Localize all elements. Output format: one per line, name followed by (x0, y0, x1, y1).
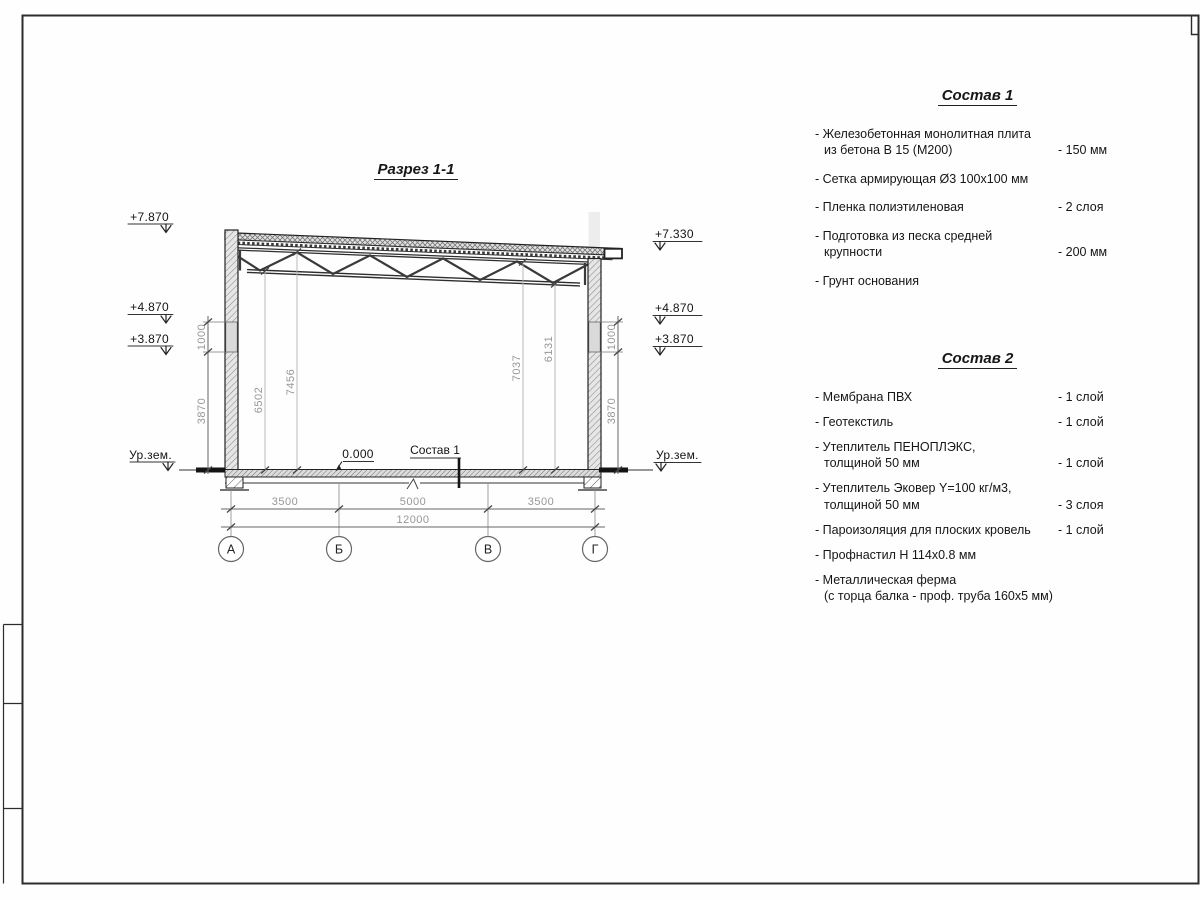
elevation-arrow-icon (656, 463, 666, 472)
right-wall-band (589, 322, 600, 352)
elevation-4870-left: +4.870 (130, 300, 169, 314)
dim-3500-right: 3500 (527, 496, 555, 508)
axis-label-a: А (226, 542, 236, 557)
item-value: - 1 слой (1058, 389, 1104, 404)
elevation-arrow-icon (161, 315, 171, 324)
item-text: - Подготовка из песка средней (815, 228, 993, 243)
item-text: - Железобетонная монолитная плита (815, 126, 1031, 141)
dim-7037: 7037 (511, 354, 523, 382)
list-item (815, 414, 1140, 431)
bottom-dims (221, 484, 605, 536)
break-mark (407, 479, 418, 489)
elevation-7330: +7.330 (655, 227, 694, 241)
elevation-arrow-icon (161, 224, 171, 233)
item-text: - Сетка армирующая Ø3 100x100 мм (815, 171, 1029, 186)
item-value: - 150 мм (1058, 143, 1108, 157)
item-text: толщиной 50 мм (824, 456, 920, 470)
axis-label-v: В (483, 542, 493, 557)
item-text: крупности (824, 245, 883, 259)
axis-bubbles (219, 537, 608, 562)
drawing-title (360, 161, 472, 178)
list-item (815, 389, 1140, 406)
left-vertical-dims (196, 316, 226, 474)
ground-level-label-right: Ур.зем. (656, 448, 699, 462)
elevation-arrow-icon (655, 242, 665, 251)
item-value: - 1 слой (1058, 456, 1104, 470)
ground-level-label-left: Ур.зем. (129, 448, 172, 462)
item-text: толщиной 50 мм (824, 497, 920, 512)
axis-label-b: Б (334, 542, 344, 557)
axis-label-g: Г (591, 542, 599, 557)
ground-bar-right (599, 468, 628, 473)
left-wall-band (226, 322, 237, 352)
item-text: - Утеплитель Эковер Y=100 кг/м3, (815, 481, 1012, 495)
list-item (815, 522, 1140, 539)
left-foundation (226, 477, 243, 488)
list-item (815, 572, 1140, 605)
right-foundation (584, 477, 601, 488)
dim-3870-right: 3870 (606, 397, 618, 425)
elevation-arrow-icon (161, 346, 171, 355)
sostav2-list (815, 351, 1140, 613)
zero-elevation-label: 0.000 (342, 447, 374, 461)
list-item (815, 439, 1140, 472)
roof-end-beam (605, 249, 623, 259)
elevation-3870-left: +3.870 (130, 332, 169, 346)
list-item (815, 273, 1140, 290)
item-text: - Металлическая ферма (815, 572, 957, 587)
item-text: - Мембрана ПВХ (815, 389, 913, 404)
item-text: из бетона В 15 (М200) (824, 143, 953, 157)
sostav1-heading: Состав 1 (815, 88, 1140, 105)
list-item (815, 126, 1140, 159)
item-text: - Геотекстиль (815, 414, 894, 429)
list-item (815, 228, 1140, 261)
item-value: - 1 слой (1058, 522, 1104, 537)
list-item (815, 547, 1140, 564)
sostav1-list (815, 88, 1140, 301)
elevation-marks-right (653, 227, 702, 471)
floor-ref-label: Состав 1 (410, 443, 460, 457)
list-item (815, 480, 1140, 513)
elevation-marks-left (128, 210, 175, 471)
elevation-arrow-icon (163, 462, 173, 471)
item-text: - Грунт основания (815, 273, 920, 288)
item-text: - Профнастил Н 114x0.8 мм (815, 547, 977, 562)
elevation-arrow-icon (655, 316, 665, 325)
dim-6131: 6131 (543, 335, 555, 363)
item-text: - Пароизоляция для плоских кровель (815, 522, 1031, 537)
dim-1000-left: 1000 (196, 323, 208, 351)
floor-slab (225, 470, 601, 478)
dim-12000: 12000 (396, 514, 430, 526)
right-vertical-dims (600, 316, 623, 474)
elevation-3870-right: +3.870 (655, 332, 694, 346)
dim-3870-left: 3870 (196, 397, 208, 425)
list-item (815, 171, 1140, 188)
list-item (815, 199, 1140, 216)
dim-6502: 6502 (253, 386, 265, 414)
item-text: - Утеплитель ПЕНОПЛЭКС, (815, 439, 976, 454)
item-value: - 2 слоя (1058, 200, 1104, 214)
elevation-7870: +7.870 (130, 210, 169, 224)
dim-1000-right: 1000 (606, 323, 618, 351)
dim-5000: 5000 (399, 496, 427, 508)
dim-3500-left: 3500 (271, 496, 299, 508)
item-text: (с торца балка - проф. труба 160x5 мм) (824, 589, 1053, 603)
drawing-title-text: Разрез 1-1 (374, 161, 457, 180)
floor-composition-ref (410, 443, 461, 488)
dim-7456: 7456 (285, 368, 297, 396)
right-wall (588, 259, 601, 471)
item-value: - 3 слоя (1058, 497, 1104, 512)
elevation-4870-right: +4.870 (655, 301, 694, 315)
item-text: - Пленка полиэтиленовая (815, 200, 964, 214)
elevation-arrow-icon (655, 347, 665, 356)
zero-mark (336, 447, 375, 471)
item-value: - 1 слой (1058, 414, 1104, 429)
item-value: - 200 мм (1058, 245, 1108, 259)
sostav2-heading: Состав 2 (815, 351, 1140, 368)
